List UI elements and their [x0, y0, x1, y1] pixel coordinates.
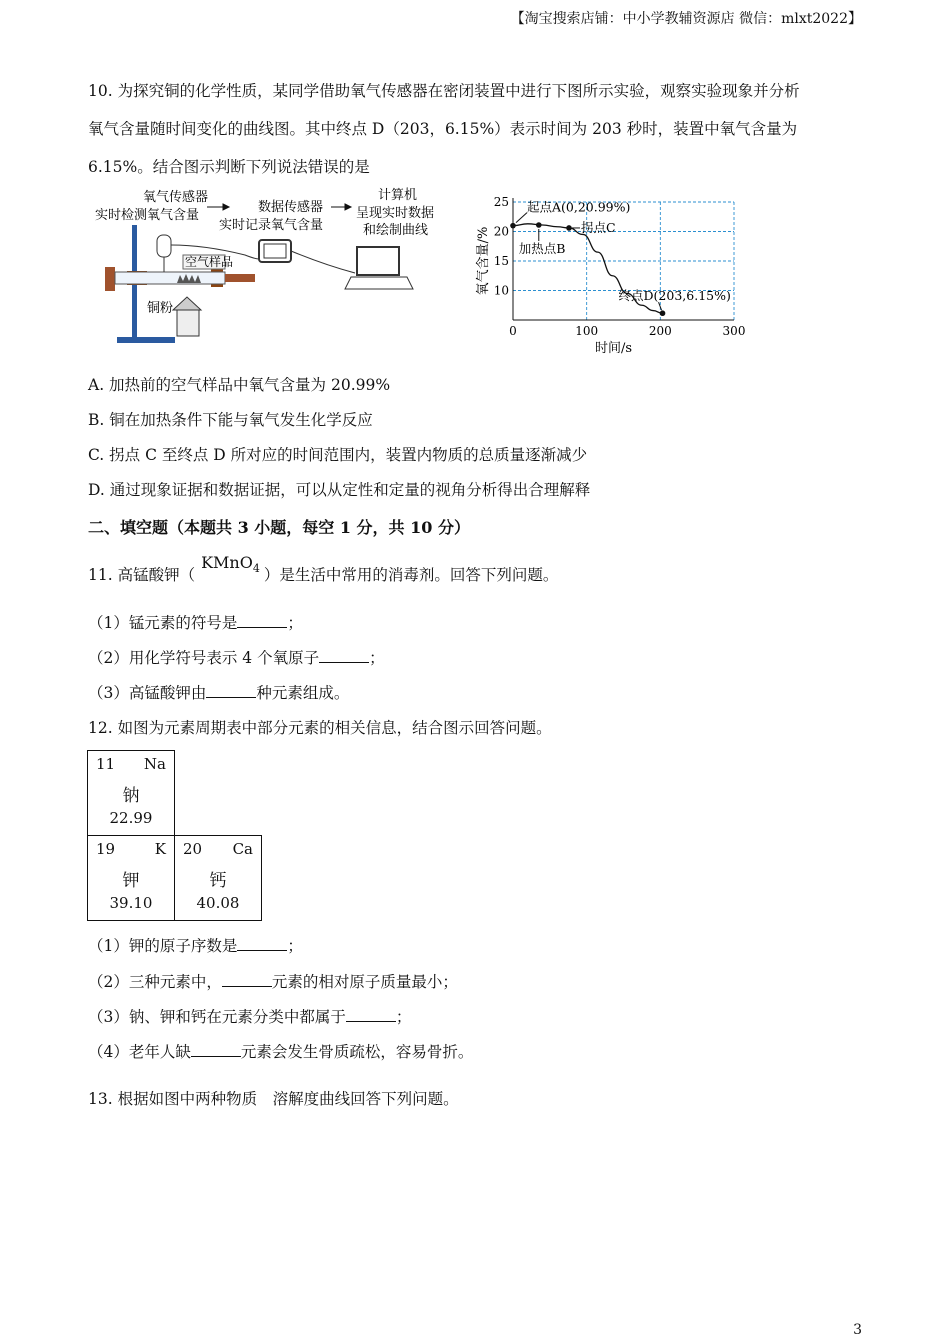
- laptop-keyboard: [345, 277, 413, 289]
- q12-part2: （2）三种元素中， 元素的相对原子质量最小；: [88, 973, 458, 991]
- data-point: [510, 223, 516, 229]
- q10-line1: 10. 为探究铜的化学性质，某同学借助氧气传感器在密闭装置中进行下图所示实验，观察实验现象并分析: [88, 82, 800, 100]
- oxygen-sensor-bulb: [157, 235, 171, 257]
- q12-intro: 12. 如图为元素周期表中部分元素的相关信息，结合图示回答问题。: [88, 719, 552, 737]
- data-point: [536, 222, 542, 228]
- chart-y-label: 氧气含量/%: [476, 226, 491, 296]
- point-label: 拐点C: [580, 219, 616, 235]
- page-header: 【淘宝搜索店铺：中小学教辅资源店 微信：mlxt2022】: [510, 11, 862, 27]
- stand-base: [117, 337, 175, 343]
- x-tick-label: 100: [575, 324, 599, 338]
- y-tick-label: 10: [493, 283, 509, 298]
- chart-points: [510, 200, 731, 316]
- data-sensor-label-2: 实时记录氧气含量: [219, 218, 324, 233]
- q10-line2: 氧气含量随时间变化的曲线图。其中终点 D（203，6.15%）表示时间为 203 秒时，装置中氧气含量为: [88, 120, 798, 138]
- x-tick-label: 200: [648, 324, 672, 338]
- y-tick-label: 25: [493, 195, 509, 209]
- q12-part3: （3）钠、钾和钙在元素分类中都属于 ；: [88, 1008, 412, 1026]
- point-label: 终点D(203,6.15%): [618, 288, 731, 304]
- q10-option-c: C. 拐点 C 至终点 D 所对应的时间范围内，装置内物质的总质量逐渐减少: [88, 446, 588, 464]
- y-tick-label: 20: [493, 224, 509, 239]
- element-cell-ca: 20 Ca 钙 40.08: [174, 835, 262, 921]
- element-cell-k: 19 K 钾 39.10: [87, 835, 175, 921]
- computer-label-1: 计算机: [378, 188, 418, 203]
- q10-option-b: B. 铜在加热条件下能与氧气发生化学反应: [88, 411, 373, 429]
- computer-label-2: 呈现实时数据: [356, 206, 435, 221]
- answer-blank[interactable]: [346, 1007, 396, 1022]
- point-label: 加热点B: [518, 241, 566, 257]
- q11-part1: （1）锰元素的符号是 ；: [88, 614, 303, 632]
- answer-blank[interactable]: [319, 648, 369, 663]
- experiment-apparatus: [95, 185, 455, 350]
- oxygen-chart: [472, 188, 762, 356]
- q11-intro: [88, 553, 559, 592]
- answer-blank[interactable]: [222, 972, 272, 987]
- q11-part3: （3）高锰酸钾由 种元素组成。: [88, 684, 350, 702]
- kmno4-formula: KMnO$_4$: [201, 553, 260, 575]
- pointer-line: [516, 213, 527, 223]
- element-cell-na: 11 Na 钠 22.99: [87, 750, 175, 836]
- x-tick-label: 300: [722, 324, 746, 338]
- section-2-title: 二、填空题（本题共 3 小题，每空 1 分，共 10 分）: [88, 518, 470, 537]
- air-sample-label: 空气样品: [185, 255, 234, 269]
- q10-option-d: D. 通过现象证据和数据证据，可以从定性和定量的视角分析得出合理解释: [88, 481, 591, 499]
- chart-ticks: [494, 195, 746, 338]
- sensor-label-1: 氧气传感器: [143, 190, 209, 205]
- q11-intro-a: 11. 高锰酸钾（: [88, 566, 196, 584]
- q11-intro-b: ）是生活中常用的消毒剂。回答下列问题。: [263, 566, 559, 584]
- answer-blank[interactable]: [206, 683, 256, 698]
- chart-x-label: 时间/s: [594, 341, 633, 356]
- sensor-label-2: 实时检测氧气含量: [95, 208, 200, 223]
- glass-tube: [115, 272, 225, 284]
- q10-line3: 6.15%。结合图示判断下列说法错误的是: [88, 158, 370, 176]
- alcohol-lamp: [177, 310, 199, 336]
- q13-intro: 13. 根据如图中两种物质 溶解度曲线回答下列问题。: [88, 1090, 459, 1108]
- x-tick-label: 0: [509, 324, 517, 338]
- page-number: 3: [853, 1322, 862, 1338]
- answer-blank[interactable]: [191, 1042, 241, 1057]
- q11-part2: （2）用化学符号表示 4 个氧原子 ；: [88, 649, 385, 667]
- laptop-screen: [357, 247, 399, 275]
- y-tick-label: 15: [493, 254, 509, 268]
- data-point: [566, 225, 572, 231]
- q12-part4: （4）老年人缺 元素会发生骨质疏松，容易骨折。: [88, 1043, 474, 1061]
- answer-blank[interactable]: [237, 936, 287, 951]
- q10-option-a: A. 加热前的空气样品中氧气含量为 20.99%: [88, 376, 391, 394]
- q12-part1: （1）钾的原子序数是 ；: [88, 937, 303, 955]
- data-sensor-label-1: 数据传感器: [258, 200, 324, 215]
- answer-blank[interactable]: [237, 613, 287, 628]
- computer-label-3: 和绘制曲线: [363, 223, 429, 238]
- data-point: [660, 310, 666, 316]
- point-label: 起点A(0,20.99%): [527, 199, 631, 215]
- copper-label: 铜粉: [147, 301, 174, 316]
